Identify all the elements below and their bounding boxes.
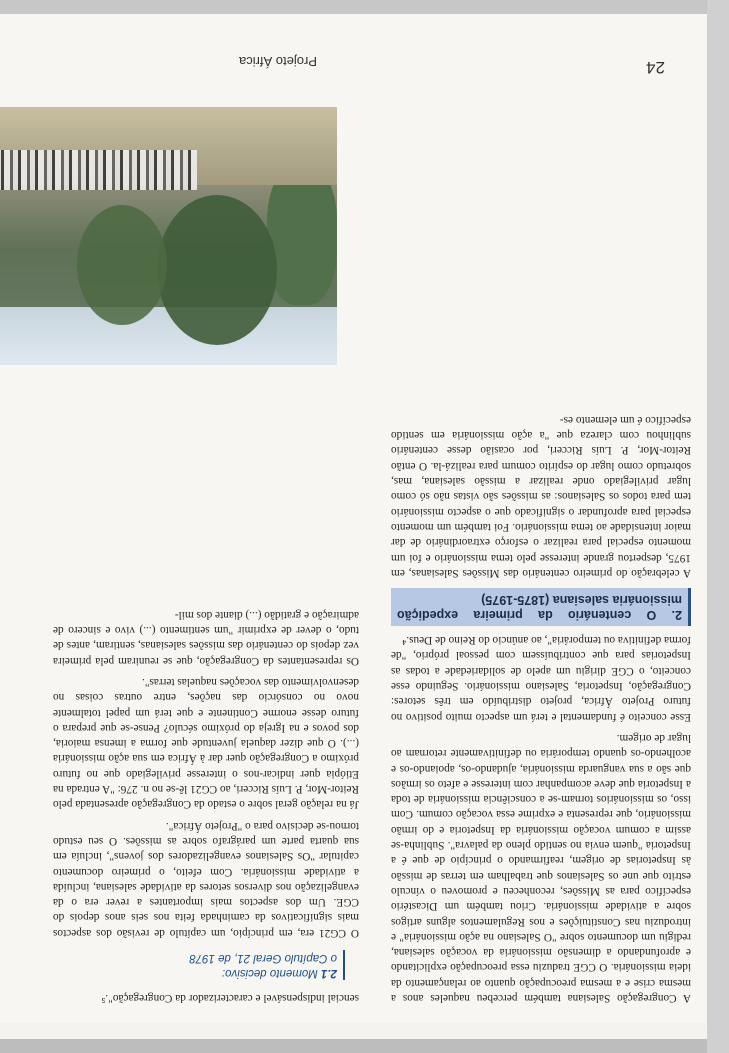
photo-tree	[157, 195, 277, 345]
photo-tree	[267, 165, 337, 305]
body-paragraph: sencial indispensável e caracterizador da Congregação".⁵	[101, 992, 359, 1004]
book-page	[0, 14, 707, 1023]
body-paragraph: Os representantes da Congregação, que se reuniram pela primeira vez depois do centenário das missões salesianas, sentiram, antes de tudo, o dever de exprimir "um sentimento (...) vivo e sincero de admiração e gratidão (...) diante dos mil-	[53, 608, 359, 667]
scanner-edge-top	[0, 1039, 729, 1053]
body-paragraph: A celebração do primeiro centenário das Missões Salesianas, em 1975, despertou grande interesse pelo tema missionário e foi um momento especial para realizar o esforço extraordinário de dar maior intensidade ao tema missionário. Foi também um momento especial para aprofundar o significado que o aspecto missionário tem para todos os Salesianos: as missões são vistas não só como lugar privilegiado onde realizar a missão salesiana, mas, sobretudo como lugar do espírito comum para realizá-la. O então Reitor-Mor, P. Luís Ricceri, por ocasião desse centenário sublinhou com clareza que "a ação missionária em sentido específico é um elemento es-	[391, 413, 691, 579]
body-paragraph: A Congregação Salesiana também percebeu naqueles anos a mesma crise e a mesma preocupação quanto ao relançamento da ideia missionária. O CGE traduziu essa preocupação explicitando e aprofundando a dimensão missionária da vocação salesiana, redigiu um documento sobre "O Salesiano na ação missionária" e introduziu nas Constituições e nos Regulamentos alguns artigos sobre a atividade missionária. Criou também um Dicastério específico para as Missões, reconheceu e promoveu o vínculo estrito que une os Salesianos que trabalham em terras de missão às Inspetorias de origem, reafirmando o princípio de que é a Inspetoria "quem envia no sentido pleno da palavra". Sublinha-se assim a comum vocação missionária da Inspetoria e do irmão missionário, que representa e exprime essa vocação comum. Com isso, os missionários tornam-se a consciência missionária de toda a Inspetoria que deve acompanhar com interesse e afeto os irmãos que são a sua vanguarda missionária, ajudando-os, apoiando-os e acolhendo-os quando temporária ou definitivamente retornam ao lugar de origem.	[391, 731, 691, 1004]
photo-tree	[77, 205, 167, 325]
right-column	[53, 600, 359, 1005]
page-number: 24	[646, 58, 665, 77]
subsection-title: Momento decisivo:	[221, 966, 318, 979]
subsection-heading	[53, 950, 345, 980]
body-paragraph: O CG21 era, em princípio, um capítulo de revisão dos aspectos mais significativos da caminhada feita nos seis anos depois do CGE. Um dos aspectos mais importantes a rever era o da evangelização nos diversos setores da atividade salesiana, incluída a atividade missionária. Com efeito, o primeiro documento capitular "Os Salesianos evangelizadores dos jovens", incluía em sua quarta parte um parágrafo sobre as missões. O seu estudo tornou-se decisivo para o "Projeto África".	[53, 819, 359, 939]
left-column	[391, 406, 691, 1005]
section-heading: 2. O centenário da primeira expedição missionária salesiana (1875-1975)	[391, 588, 691, 626]
body-paragraph: Esse conceito é fundamental e terá um aspecto muito positivo no futuro Projeto África, projeto distribuído em três setores: Congregação, Inspetoria, Salesiano missionário. Seguindo esse conceito, o CGE dirigiu um apelo de solidariedade a todas as Inspetorias para que contribuíssem com pessoal próprio, "de forma definitiva ou temporária", ao anúncio do Reino de Deus.⁴	[391, 634, 691, 723]
body-paragraph: Já na relação geral sobre o estado da Congregação apresentada pelo Reitor-Mor, P. Luís Ricceri, ao CG21 lê-se no n. 276: "A entrada na Etiópia quer indicar-nos o interesse privilegiado que no futuro próximo a Congregação quer dar à África em sua ação missionária (...). O que dizer daquela juventude que forma a imensa maioria, dos povos e na Igreja do próximo século? Pense-se que prepara o futuro desse enorme Continente e que terá um papel totalmente novo no consórcio das nações, entre outras coisas no desenvolvimento das vocações naquelas terras".	[53, 675, 359, 811]
subsection-subtitle: o Capítulo Geral 21, de 1978	[189, 951, 337, 964]
scanner-edge-left	[707, 0, 729, 1053]
subsection-number: 2.1	[321, 966, 337, 979]
photo-image	[0, 107, 337, 365]
running-title: Projeto África	[238, 54, 317, 69]
photo-crowd	[0, 150, 197, 190]
